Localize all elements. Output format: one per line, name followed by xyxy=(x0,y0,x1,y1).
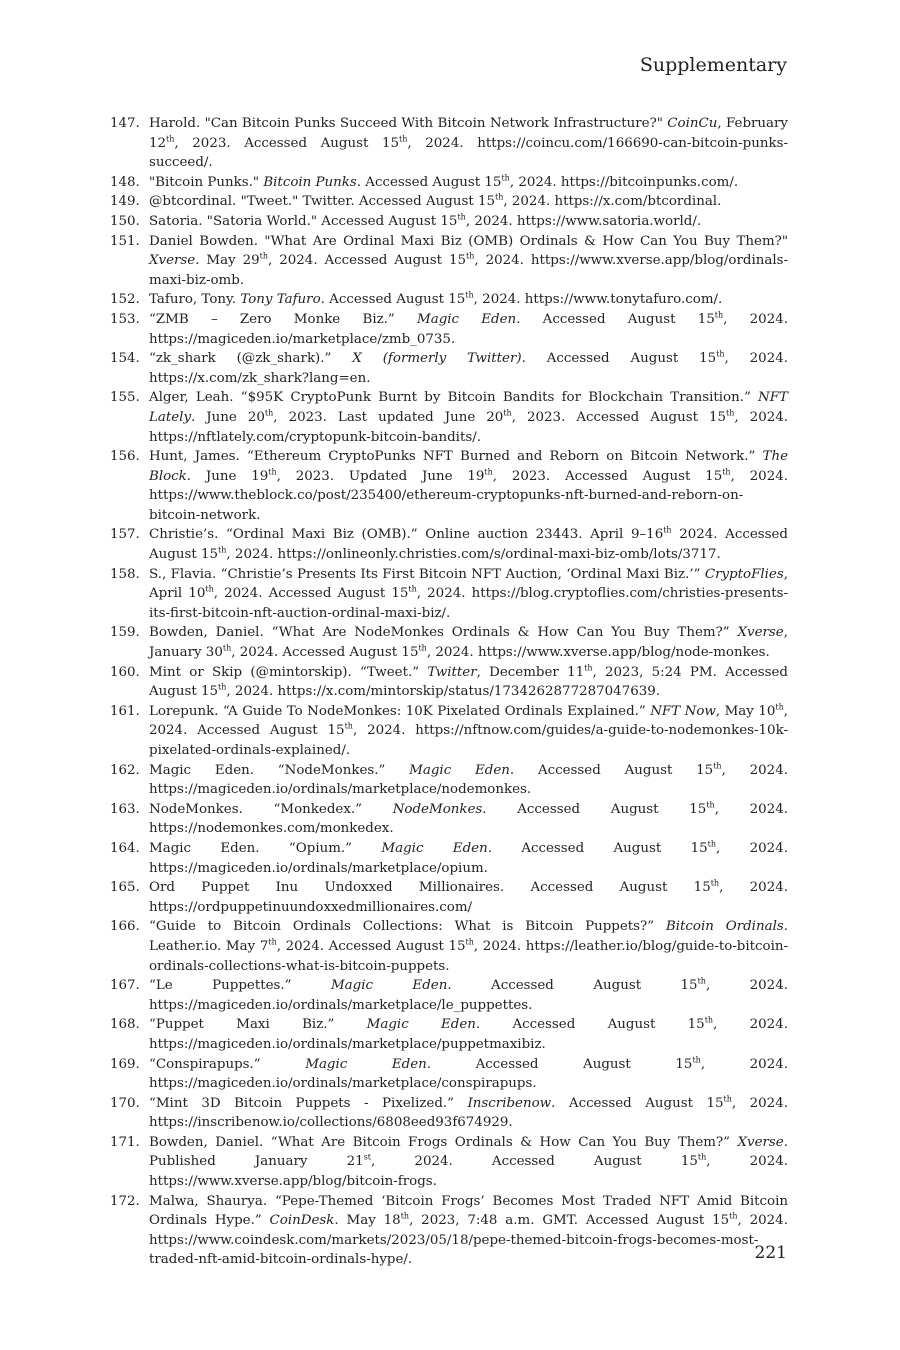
reference-fragment: . Leather.io. May 7 xyxy=(149,919,788,954)
reference-text xyxy=(149,388,788,447)
reference-number: 147. xyxy=(110,116,140,131)
reference-fragment: . Accessed August 15 xyxy=(482,801,707,817)
reference-list xyxy=(110,114,788,1270)
reference-text xyxy=(149,212,788,232)
reference-fragment: , January 30 xyxy=(149,625,788,661)
reference-fragment: Lorepunk. “A Guide To NodeMonkes: 10K Pixelated Ordinals Explained.” xyxy=(149,703,651,719)
reference-fragment: . Accessed August 15 xyxy=(475,1017,705,1033)
reference-fragment: , 2024. https://magiceden.io/ordinals/marketplace/puppetmaxibiz. xyxy=(149,1017,788,1052)
ordinal-suffix: th xyxy=(714,310,724,320)
reference-fragment: Daniel Bowden. "What Are Ordinal Maxi Biz (OMB) Ordinals & How Can You Buy Them?" xyxy=(149,233,788,249)
reference-fragment: . May 18 xyxy=(334,1213,401,1229)
source-title: Magic Eden. xyxy=(330,978,452,994)
reference-fragment: , April 10 xyxy=(149,566,788,602)
reference-text xyxy=(149,192,788,212)
reference-fragment: , 2024. https://blog.cryptoflies.com/christies-presents-its-first-bitcoin-nft-auction-ordinal-maxi-biz/. xyxy=(149,586,789,621)
reference-text xyxy=(149,232,788,291)
ordinal-suffix: th xyxy=(707,839,717,849)
reference-fragment: , 2024. https://magiceden.io/ordinals/marketplace/le_puppettes. xyxy=(149,978,788,1013)
reference-fragment: “zk_shark (@zk_shark).” xyxy=(149,351,353,367)
ordinal-suffix: th xyxy=(484,467,493,477)
source-title: X (formerly Twitter) xyxy=(352,351,522,367)
source-title: CoinCu xyxy=(667,116,718,131)
ordinal-suffix: th xyxy=(400,1211,410,1221)
reference-fragment: , 2024. https://nodemonkes.com/monkedex. xyxy=(149,801,788,837)
reference-fragment: , 2024. https://x.com/btcordinal. xyxy=(503,194,722,210)
ordinal-suffix: th xyxy=(465,290,474,300)
ordinal-suffix: th xyxy=(268,937,277,947)
reference-fragment: , 2024. https://www.xverse.app/blog/ordinals-maxi-biz-omb. xyxy=(149,253,789,288)
reference-number: 160. xyxy=(110,664,140,680)
reference-fragment: , 2024. Accessed August 15 xyxy=(276,938,466,954)
ordinal-suffix: th xyxy=(418,643,427,653)
reference-fragment: , December 11 xyxy=(476,664,585,680)
reference-entry xyxy=(110,290,788,310)
source-title: Bitcoin Ordinals xyxy=(665,919,784,935)
reference-text xyxy=(149,1192,788,1270)
reference-entry xyxy=(110,839,788,878)
ordinal-suffix: th xyxy=(399,134,408,144)
reference-entry xyxy=(110,917,788,976)
reference-fragment: @btcordinal. "Tweet." Twitter. Accessed August 15 xyxy=(149,194,495,210)
reference-fragment: , May 10 xyxy=(715,703,776,719)
source-title: Magic Eden xyxy=(417,311,517,327)
reference-fragment: , 2024. https://x.com/mintorskip/status/1734262877287047639. xyxy=(226,684,661,700)
reference-text xyxy=(149,800,788,839)
source-title: Xverse xyxy=(737,1134,784,1150)
reference-number: 169. xyxy=(110,1056,140,1072)
reference-number: 166. xyxy=(110,919,140,935)
reference-fragment: Alger, Leah. “$95K CryptoPunk Burnt by Bitcoin Bandits for Blockchain Transition.” xyxy=(149,390,759,406)
reference-fragment: Accessed August 15 xyxy=(431,1056,693,1072)
reference-text xyxy=(149,917,788,976)
reference-number: 157. xyxy=(110,527,140,543)
source-title: Magic Eden xyxy=(366,1017,476,1033)
ordinal-suffix: th xyxy=(465,937,474,947)
ordinal-suffix: th xyxy=(501,173,510,183)
reference-fragment: , 2024. https://onlineonly.christies.com/s/ordinal-maxi-biz-omb/lots/3717. xyxy=(226,547,721,563)
ordinal-suffix: th xyxy=(726,408,735,418)
reference-fragment: , 2024. https://magiceden.io/ordinals/marketplace/nodemonkes. xyxy=(149,762,788,798)
reference-text xyxy=(149,702,788,761)
reference-fragment: “Mint 3D Bitcoin Puppets - Pixelized.” xyxy=(149,1095,468,1111)
reference-number: 148. xyxy=(110,174,140,190)
source-title: CryptoFlies xyxy=(704,566,784,582)
source-title: Tony Tafuro xyxy=(240,292,321,308)
reference-text xyxy=(149,1094,788,1133)
ordinal-suffix: th xyxy=(259,251,269,261)
ordinal-suffix: th xyxy=(495,192,504,202)
source-title: Magic Eden xyxy=(409,762,510,778)
ordinal-suffix: th xyxy=(729,1211,738,1221)
reference-fragment: , 2024. https://ordpuppetinuundoxxedmillionaires.com/ xyxy=(149,880,788,915)
reference-fragment: . Accessed August 15 xyxy=(320,292,466,308)
reference-fragment: , 2023. Accessed August 15 xyxy=(174,135,400,151)
reference-number: 149. xyxy=(110,194,140,210)
ordinal-suffix: th xyxy=(457,212,466,222)
reference-fragment: , 2024. https://leather.io/blog/guide-to-bitcoin-ordinals-collections-what-is-bitcoin-puppets. xyxy=(149,938,789,974)
reference-fragment: “Le Puppettes.” xyxy=(149,978,331,994)
reference-number: 152. xyxy=(110,292,140,308)
reference-entry xyxy=(110,388,788,447)
ordinal-suffix: th xyxy=(722,467,731,477)
reference-fragment: , 2024. Accessed August 15 xyxy=(371,1154,698,1170)
reference-entry xyxy=(110,349,788,388)
reference-text xyxy=(149,1015,788,1054)
reference-fragment: “Conspirapups.” xyxy=(149,1056,306,1072)
reference-number: 168. xyxy=(110,1017,140,1033)
reference-fragment: , 2023, 5:24 PM. Accessed August 15 xyxy=(149,664,788,700)
source-title: Bitcoin Punks xyxy=(263,174,357,190)
reference-fragment: , 2024. https://magiceden.io/ordinals/marketplace/conspirapups. xyxy=(149,1056,788,1092)
source-title: Twitter xyxy=(427,664,477,680)
reference-fragment: . Accessed August 15 xyxy=(487,840,708,856)
reference-fragment: Ord Puppet Inu Undoxxed Millionaires. Accessed August 15 xyxy=(149,880,711,896)
reference-fragment: Magic Eden. “Opium.” xyxy=(149,840,382,856)
reference-fragment: , 2023. Accessed August 15 xyxy=(492,468,723,484)
reference-entry xyxy=(110,212,788,232)
source-title: Magic Eden. xyxy=(305,1056,432,1072)
reference-fragment: 2024. Accessed August 15 xyxy=(149,527,788,563)
reference-fragment: Mint or Skip (@mintorskip). “Tweet.” xyxy=(149,664,428,680)
ordinal-suffix: th xyxy=(713,761,722,771)
reference-fragment: , 2024. https://www.coindesk.com/markets/2023/05/18/pepe-themed-bitcoin-frogs-becomes-most-traded-nft-amid-bitcoin-ordinals-hype/. xyxy=(149,1213,788,1268)
reference-fragment: , 2024. https://magiceden.io/ordinals/marketplace/opium. xyxy=(149,840,788,876)
reference-fragment: “Puppet Maxi Biz.” xyxy=(149,1017,367,1033)
reference-entry xyxy=(110,663,788,702)
reference-entry xyxy=(110,1192,788,1270)
ordinal-suffix: th xyxy=(344,721,353,731)
reference-entry xyxy=(110,192,788,212)
reference-fragment: May 29 xyxy=(199,253,260,269)
reference-text xyxy=(149,525,788,564)
reference-text xyxy=(149,290,788,310)
reference-entry xyxy=(110,702,788,761)
reference-fragment: Harold. "Can Bitcoin Punks Succeed With Bitcoin Network Infrastructure?" xyxy=(149,116,668,131)
reference-number: 162. xyxy=(110,762,140,778)
reference-fragment: , 2024. https://coincu.com/166690-can-bitcoin-punks-succeed/. xyxy=(149,135,789,171)
reference-entry xyxy=(110,976,788,1015)
reference-text xyxy=(149,976,788,1015)
source-title: NFT Now xyxy=(650,703,716,719)
reference-number: 171. xyxy=(110,1134,140,1150)
ordinal-suffix: th xyxy=(716,349,725,359)
reference-text xyxy=(149,310,788,349)
ordinal-suffix: th xyxy=(222,643,232,653)
ordinal-suffix: th xyxy=(268,467,277,477)
reference-fragment: , 2024. https://inscribenow.io/collections/6808eed93f674929. xyxy=(149,1095,788,1131)
reference-fragment: , 2024. Accessed August 15 xyxy=(149,703,789,739)
reference-entry xyxy=(110,525,788,564)
reference-entry xyxy=(110,447,788,525)
reference-fragment: , 2024. https://www.tonytafuro.com/. xyxy=(473,292,723,308)
reference-number: 153. xyxy=(110,311,140,327)
reference-entry xyxy=(110,1015,788,1054)
reference-entry xyxy=(110,565,788,624)
reference-fragment: , 2024. Accessed August 15 xyxy=(231,645,419,661)
page-number: 221 xyxy=(754,1243,787,1263)
reference-entry xyxy=(110,1055,788,1094)
ordinal-suffix: th xyxy=(710,878,720,888)
reference-entry xyxy=(110,114,788,173)
source-title: CoinDesk xyxy=(269,1213,335,1229)
reference-number: 164. xyxy=(110,840,140,856)
reference-fragment: , February 12 xyxy=(149,116,788,151)
ordinal-suffix: th xyxy=(218,682,227,692)
reference-fragment: Magic Eden. “NodeMonkes.” xyxy=(149,762,410,778)
reference-fragment: Satoria. "Satoria World." Accessed August 15 xyxy=(149,213,458,229)
reference-entry xyxy=(110,310,788,349)
reference-fragment: , 2024. https://x.com/zk_shark?lang=en. xyxy=(149,351,788,386)
reference-entry xyxy=(110,173,788,193)
ordinal-suffix: th xyxy=(723,1094,732,1104)
reference-number: 170. xyxy=(110,1095,140,1111)
source-title: The Block. xyxy=(149,449,788,484)
ordinal-suffix: th xyxy=(692,1055,701,1065)
reference-fragment: , 2024. https://magiceden.io/marketplace/zmb_0735. xyxy=(149,311,788,347)
reference-entry xyxy=(110,878,788,917)
ordinal-suffix: th xyxy=(466,251,475,261)
source-title: Magic Eden xyxy=(381,840,488,856)
reference-text xyxy=(149,114,788,173)
reference-fragment: “ZMB – Zero Monke Biz.” xyxy=(149,311,417,327)
reference-fragment: , 2024. https://nftlately.com/cryptopunk-bitcoin-bandits/. xyxy=(149,409,789,445)
reference-number: 165. xyxy=(110,880,140,896)
reference-text xyxy=(149,1055,788,1094)
reference-fragment: Bowden, Daniel. “What Are Bitcoin Frogs Ordinals & How Can You Buy Them?” xyxy=(149,1134,738,1150)
reference-text xyxy=(149,349,788,388)
reference-text xyxy=(149,173,788,193)
reference-fragment: , 2024. https://www.xverse.app/blog/node-monkes. xyxy=(426,645,770,661)
reference-fragment: , 2024. https://www.xverse.app/blog/bitcoin-frogs. xyxy=(149,1154,789,1190)
reference-fragment: "Bitcoin Punks." xyxy=(149,174,264,190)
ordinal-suffix: th xyxy=(706,800,715,810)
source-title: Inscribenow xyxy=(467,1095,552,1111)
source-title: NodeMonkes xyxy=(392,801,483,817)
ordinal-suffix: th xyxy=(408,584,417,594)
reference-fragment: Hunt, James. “Ethereum CryptoPunks NFT Burned and Reborn on Bitcoin Network.” xyxy=(149,449,763,465)
reference-entry xyxy=(110,232,788,291)
reference-text xyxy=(149,663,788,702)
reference-fragment: , 2023. Updated June 19 xyxy=(276,468,485,484)
reference-fragment: Christie’s. “Ordinal Maxi Biz (OMB).” Online auction 23443. April 9–16 xyxy=(149,527,664,543)
reference-fragment: , 2024. https://nftnow.com/guides/a-guide-to-nodemonkes-10k-pixelated-ordinals-explained/. xyxy=(149,723,788,758)
reference-number: 151. xyxy=(110,233,140,249)
reference-entry xyxy=(110,800,788,839)
reference-fragment: , 2024. https://www.theblock.co/post/235400/ethereum-cryptopunks-nft-burned-and-reborn-on-bitcoin-network. xyxy=(149,468,788,523)
reference-fragment: Malwa, Shaurya. “Pepe-Themed ‘Bitcoin Frogs’ Becomes Most Traded NFT Amid Bitcoin Ordinals Hype.” xyxy=(149,1193,788,1229)
ordinal-suffix: th xyxy=(697,1153,707,1162)
ordinal-suffix: th xyxy=(205,584,214,594)
reference-entry xyxy=(110,1094,788,1133)
reference-text xyxy=(149,623,788,662)
reference-fragment: , 2024. Accessed August 15 xyxy=(213,586,409,602)
reference-number: 155. xyxy=(110,390,140,406)
reference-fragment: . Accessed August 15 xyxy=(516,311,715,327)
ordinal-suffix: st xyxy=(363,1153,372,1162)
reference-number: 161. xyxy=(110,703,140,719)
reference-text xyxy=(149,447,788,525)
source-title: Xverse xyxy=(737,625,784,641)
reference-text xyxy=(149,1133,788,1192)
reference-number: 158. xyxy=(110,566,140,582)
reference-fragment: , 2023. Accessed August 15 xyxy=(511,409,727,425)
reference-number: 150. xyxy=(110,213,140,229)
ordinal-suffix: th xyxy=(663,526,672,535)
reference-text xyxy=(149,878,788,917)
reference-number: 156. xyxy=(110,449,140,465)
reference-fragment: Bowden, Daniel. “What Are NodeMonkes Ordinals & How Can You Buy Them?” xyxy=(149,625,738,641)
reference-number: 163. xyxy=(110,801,140,817)
reference-fragment: Accessed August 15 xyxy=(451,978,698,994)
running-header: Supplementary xyxy=(639,54,787,76)
reference-fragment: NodeMonkes. “Monkedex.” xyxy=(149,801,393,817)
ordinal-suffix: th xyxy=(775,702,784,712)
reference-fragment: . Accessed August 15 xyxy=(551,1095,724,1111)
reference-text xyxy=(149,839,788,878)
reference-fragment: . Accessed August 15 xyxy=(521,351,717,367)
reference-fragment: . Published January 21 xyxy=(149,1134,788,1170)
ordinal-suffix: th xyxy=(166,134,175,144)
reference-fragment: , 2024. https://www.satoria.world/. xyxy=(465,213,702,229)
reference-fragment: , 2024. Accessed August 15 xyxy=(268,253,467,269)
reference-fragment: June 19 xyxy=(191,468,269,484)
reference-fragment: . Accessed August 15 xyxy=(509,762,714,778)
ordinal-suffix: th xyxy=(264,408,274,418)
reference-fragment: , 2023, 7:48 a.m. GMT. Accessed August 15 xyxy=(409,1213,730,1229)
reference-number: 159. xyxy=(110,625,140,641)
ordinal-suffix: th xyxy=(503,408,512,418)
reference-fragment: . June 20 xyxy=(191,409,265,425)
reference-fragment: Tafuro, Tony. xyxy=(149,292,241,308)
reference-fragment: S., Flavia. “Christie’s Presents Its First Bitcoin NFT Auction, ‘Ordinal Maxi Biz.’” xyxy=(149,566,705,582)
reference-fragment: “Guide to Bitcoin Ordinals Collections: What is Bitcoin Puppets?” xyxy=(149,919,666,935)
reference-fragment: . Accessed August 15 xyxy=(356,174,502,190)
ordinal-suffix: th xyxy=(584,663,593,673)
reference-fragment: , 2023. Last updated June 20 xyxy=(273,409,504,425)
reference-entry xyxy=(110,623,788,662)
reference-number: 167. xyxy=(110,978,140,994)
ordinal-suffix: th xyxy=(697,976,706,986)
reference-number: 172. xyxy=(110,1193,140,1209)
reference-number: 154. xyxy=(110,351,140,367)
source-title: NFT Lately xyxy=(149,390,788,425)
source-title: Xverse. xyxy=(149,253,200,269)
reference-text xyxy=(149,761,788,800)
reference-entry xyxy=(110,761,788,800)
reference-fragment: , 2024. https://bitcoinpunks.com/. xyxy=(509,174,739,190)
ordinal-suffix: th xyxy=(704,1015,714,1025)
reference-entry xyxy=(110,1133,788,1192)
ordinal-suffix: th xyxy=(218,545,227,555)
reference-text xyxy=(149,565,788,624)
